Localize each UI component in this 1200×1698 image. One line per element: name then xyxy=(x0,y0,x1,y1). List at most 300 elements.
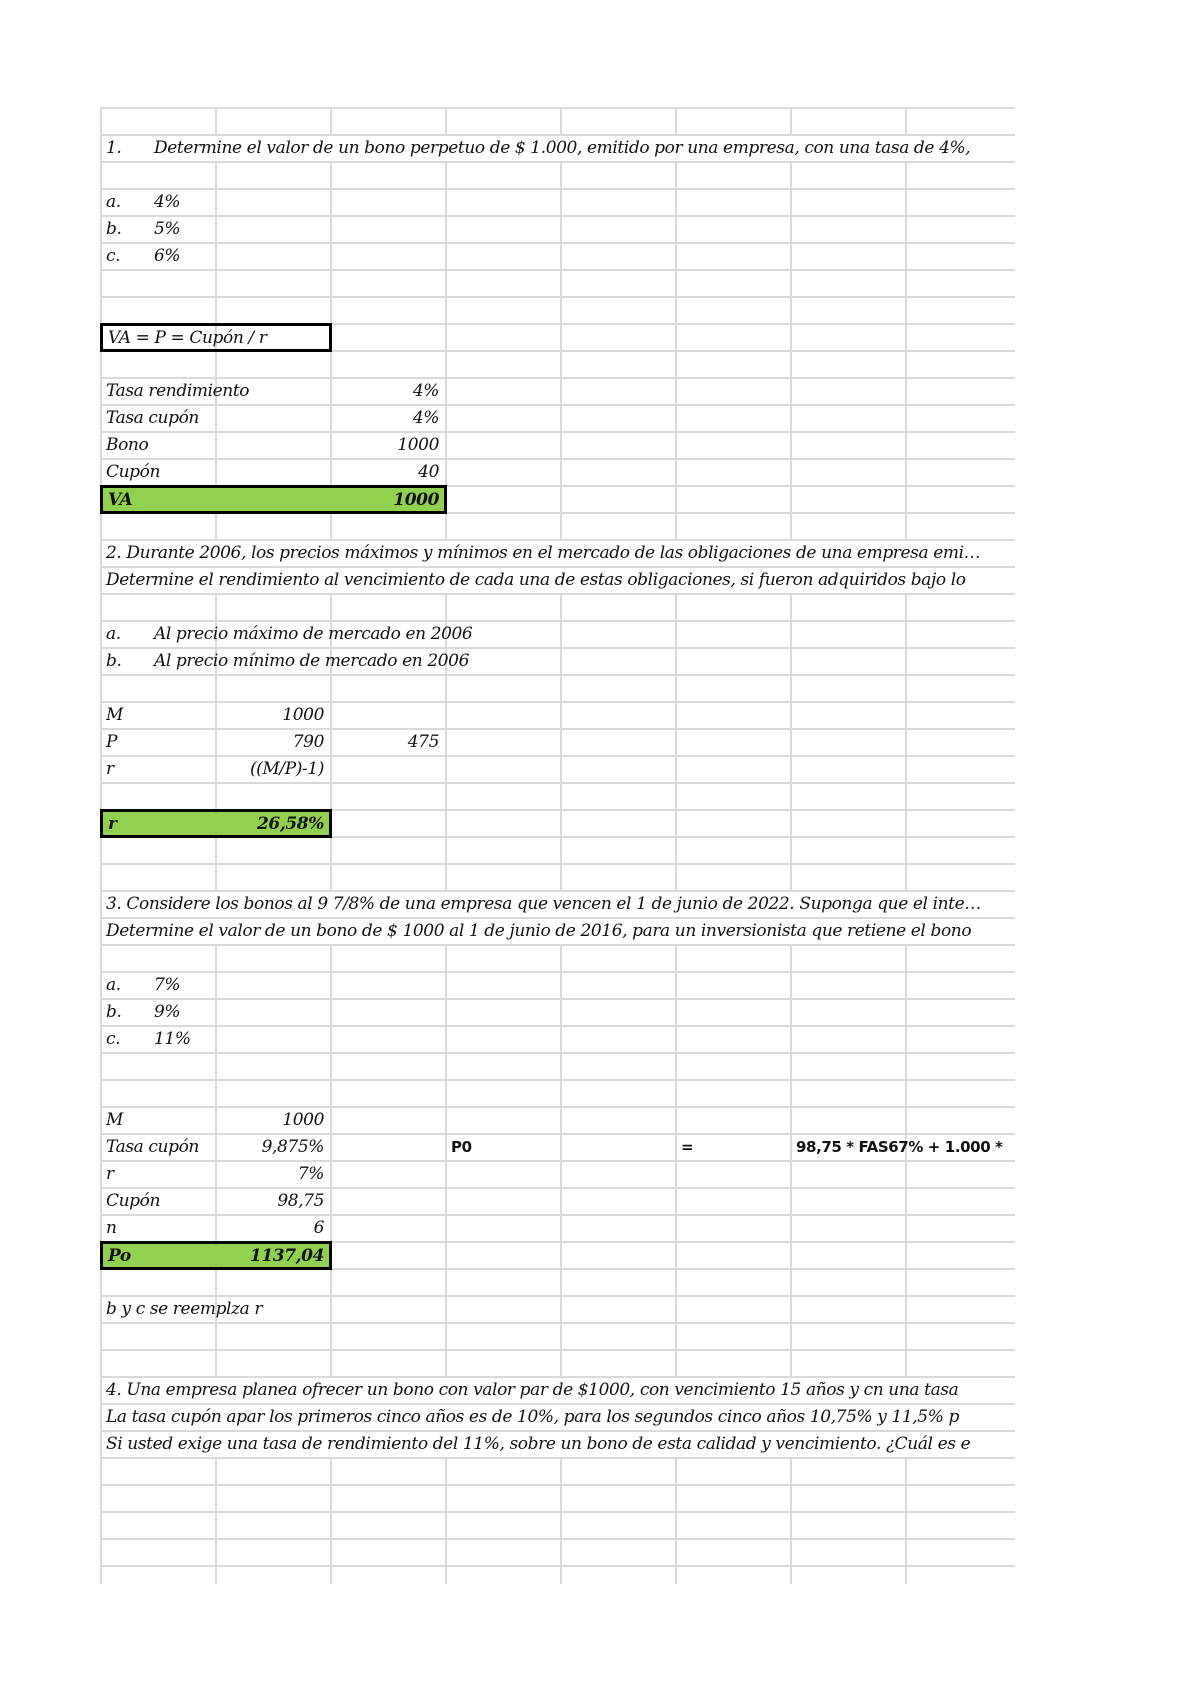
gridline-vertical xyxy=(905,1295,907,1322)
gridline-vertical xyxy=(445,242,447,269)
gridline-vertical xyxy=(905,1025,907,1052)
gridline-vertical xyxy=(905,620,907,647)
gridline-vertical xyxy=(675,782,677,809)
gridline-vertical xyxy=(560,1349,562,1376)
gridline-vertical xyxy=(215,836,217,863)
gridline-vertical xyxy=(905,485,907,512)
gridline-vertical xyxy=(560,1025,562,1052)
gridline-vertical xyxy=(100,512,102,539)
gridline-vertical xyxy=(560,431,562,458)
result-value: 26,58% xyxy=(257,813,324,834)
gridline-vertical xyxy=(330,1349,332,1376)
gridline-vertical xyxy=(445,863,447,890)
gridline-vertical xyxy=(905,350,907,377)
gridline-vertical xyxy=(445,161,447,188)
gridline-vertical xyxy=(790,1241,792,1268)
gridline-vertical xyxy=(445,1241,447,1268)
gridline-vertical xyxy=(790,755,792,782)
gridline-vertical xyxy=(905,755,907,782)
gridline-vertical xyxy=(790,809,792,836)
gridline-horizontal xyxy=(100,1322,1015,1324)
gridline-vertical xyxy=(100,1565,102,1584)
gridline-vertical xyxy=(675,485,677,512)
gridline-vertical xyxy=(445,1214,447,1241)
row-value: 475 xyxy=(407,731,439,752)
row-value: 98,75 xyxy=(277,1190,324,1211)
gridline-vertical xyxy=(445,1565,447,1584)
gridline-vertical xyxy=(445,809,447,836)
result-label: VA xyxy=(108,489,133,510)
problem-3-line-2: Determine el valor de un bono de $ 1000 al 1 de junio de 2016, para un inversionista que retiene el bono xyxy=(106,920,972,941)
gridline-vertical xyxy=(790,1052,792,1079)
gridline-horizontal xyxy=(100,1511,1015,1513)
gridline-vertical xyxy=(445,431,447,458)
gridline-vertical xyxy=(790,485,792,512)
gridline-horizontal xyxy=(100,863,1015,865)
gridline-horizontal xyxy=(100,1484,1015,1486)
gridline-vertical xyxy=(905,1322,907,1349)
option-text: Al precio máximo de mercado en 2006 xyxy=(154,623,473,644)
row-label: Bono xyxy=(106,434,149,455)
gridline-vertical xyxy=(330,269,332,296)
gridline-vertical xyxy=(330,1565,332,1584)
gridline-vertical xyxy=(100,1268,102,1295)
gridline-vertical xyxy=(675,1160,677,1187)
result-label: r xyxy=(108,813,117,834)
gridline-vertical xyxy=(330,998,332,1025)
gridline-vertical xyxy=(560,1457,562,1484)
gridline-vertical xyxy=(330,296,332,323)
gridline-vertical xyxy=(905,1187,907,1214)
gridline-vertical xyxy=(675,863,677,890)
gridline-vertical xyxy=(790,782,792,809)
gridline-vertical xyxy=(445,1187,447,1214)
row-label: Cupón xyxy=(106,461,161,482)
gridline-vertical xyxy=(215,1322,217,1349)
gridline-vertical xyxy=(905,1484,907,1511)
gridline-vertical xyxy=(560,242,562,269)
gridline-vertical xyxy=(675,350,677,377)
gridline-vertical xyxy=(675,431,677,458)
gridline-vertical xyxy=(445,944,447,971)
gridline-vertical xyxy=(790,971,792,998)
gridline-vertical xyxy=(905,431,907,458)
gridline-vertical xyxy=(905,458,907,485)
gridline-vertical xyxy=(330,944,332,971)
gridline-vertical xyxy=(445,674,447,701)
option-letter: c. xyxy=(106,245,121,266)
gridline-vertical xyxy=(445,1025,447,1052)
gridline-vertical xyxy=(215,161,217,188)
gridline-vertical xyxy=(560,1538,562,1565)
gridline-vertical xyxy=(560,377,562,404)
gridline-vertical xyxy=(215,1484,217,1511)
gridline-vertical xyxy=(905,971,907,998)
gridline-vertical xyxy=(100,1511,102,1538)
row-label: r xyxy=(106,1163,114,1184)
problem-4-line-3: Si usted exige una tasa de rendimiento del 11%, sobre un bono de esta calidad y vencimiento. ¿Cuál es e xyxy=(106,1433,971,1454)
gridline-vertical xyxy=(330,107,332,134)
gridline-vertical xyxy=(560,701,562,728)
result-r xyxy=(100,809,332,838)
gridline-vertical xyxy=(330,1133,332,1160)
note-text: b y c se reemplza r xyxy=(106,1298,263,1319)
p0-formula: 98,75 * FAS67% + 1.000 * xyxy=(796,1137,1003,1156)
problem-4-line-2: La tasa cupón apar los primeros cinco años es de 10%, para los segundos cinco años 10,75% y 11,5% p xyxy=(106,1406,959,1427)
gridline-vertical xyxy=(675,296,677,323)
gridline-vertical xyxy=(675,1268,677,1295)
gridline-vertical xyxy=(560,215,562,242)
row-value: 40 xyxy=(418,461,439,482)
gridline-vertical xyxy=(675,998,677,1025)
row-label: Tasa cupón xyxy=(106,407,199,428)
result-value: 1000 xyxy=(393,489,439,510)
gridline-vertical xyxy=(560,836,562,863)
gridline-vertical xyxy=(330,1160,332,1187)
gridline-vertical xyxy=(905,269,907,296)
gridline-vertical xyxy=(445,350,447,377)
gridline-vertical xyxy=(790,647,792,674)
gridline-vertical xyxy=(215,1052,217,1079)
gridline-vertical xyxy=(330,350,332,377)
gridline-vertical xyxy=(560,1484,562,1511)
gridline-vertical xyxy=(330,512,332,539)
gridline-vertical xyxy=(905,809,907,836)
gridline-vertical xyxy=(445,728,447,755)
gridline-vertical xyxy=(790,242,792,269)
gridline-vertical xyxy=(790,593,792,620)
gridline-vertical xyxy=(675,1187,677,1214)
gridline-horizontal xyxy=(100,674,1015,676)
gridline-vertical xyxy=(215,1349,217,1376)
gridline-vertical xyxy=(905,161,907,188)
gridline-vertical xyxy=(790,1214,792,1241)
gridline-vertical xyxy=(330,1268,332,1295)
gridline-vertical xyxy=(445,755,447,782)
gridline-vertical xyxy=(905,593,907,620)
gridline-vertical xyxy=(330,863,332,890)
gridline-vertical xyxy=(675,458,677,485)
gridline-vertical xyxy=(330,836,332,863)
problem-1-title: Determine el valor de un bono perpetuo de $ 1.000, emitido por una empresa, con una tasa de 4%, xyxy=(154,137,971,158)
gridline-vertical xyxy=(560,269,562,296)
gridline-horizontal xyxy=(100,1052,1015,1054)
gridline-vertical xyxy=(330,242,332,269)
row-label: Tasa cupón xyxy=(106,1136,199,1157)
gridline-vertical xyxy=(445,1160,447,1187)
gridline-vertical xyxy=(905,242,907,269)
gridline-vertical xyxy=(330,701,332,728)
gridline-vertical xyxy=(675,323,677,350)
gridline-vertical xyxy=(675,1214,677,1241)
gridline-vertical xyxy=(905,1565,907,1584)
gridline-vertical xyxy=(330,1025,332,1052)
problem-2-line-1: 2. Durante 2006, los precios máximos y mínimos en el mercado de las obligaciones de una empresa emi… xyxy=(106,542,981,563)
gridline-vertical xyxy=(100,350,102,377)
gridline-vertical xyxy=(100,593,102,620)
gridline-vertical xyxy=(330,1187,332,1214)
option-value: 4% xyxy=(154,191,181,212)
gridline-vertical xyxy=(445,701,447,728)
gridline-vertical xyxy=(905,1052,907,1079)
gridline-vertical xyxy=(560,755,562,782)
gridline-vertical xyxy=(445,1052,447,1079)
gridline-vertical xyxy=(100,1538,102,1565)
gridline-vertical xyxy=(215,593,217,620)
row-formula: ((M/P)-1) xyxy=(249,758,324,779)
option-value: 5% xyxy=(154,218,181,239)
gridline-vertical xyxy=(675,971,677,998)
option-value: 6% xyxy=(154,245,181,266)
gridline-vertical xyxy=(445,512,447,539)
option-value: 7% xyxy=(154,974,181,995)
gridline-vertical xyxy=(675,1322,677,1349)
gridline-vertical xyxy=(560,647,562,674)
gridline-vertical xyxy=(675,1241,677,1268)
gridline-vertical xyxy=(100,944,102,971)
gridline-vertical xyxy=(905,728,907,755)
gridline-vertical xyxy=(445,107,447,134)
gridline-vertical xyxy=(790,836,792,863)
gridline-vertical xyxy=(905,512,907,539)
gridline-vertical xyxy=(905,998,907,1025)
gridline-vertical xyxy=(330,1079,332,1106)
gridline-vertical xyxy=(330,1214,332,1241)
gridline-vertical xyxy=(560,161,562,188)
gridline-vertical xyxy=(100,161,102,188)
gridline-vertical xyxy=(445,269,447,296)
gridline-vertical xyxy=(790,323,792,350)
gridline-vertical xyxy=(560,1322,562,1349)
gridline-vertical xyxy=(560,1241,562,1268)
gridline-vertical xyxy=(330,593,332,620)
gridline-vertical xyxy=(905,863,907,890)
gridline-vertical xyxy=(560,998,562,1025)
gridline-vertical xyxy=(560,1106,562,1133)
gridline-vertical xyxy=(905,188,907,215)
gridline-vertical xyxy=(215,1079,217,1106)
gridline-vertical xyxy=(445,1079,447,1106)
option-value: 9% xyxy=(154,1001,181,1022)
gridline-vertical xyxy=(560,971,562,998)
gridline-vertical xyxy=(790,1106,792,1133)
gridline-vertical xyxy=(790,188,792,215)
gridline-vertical xyxy=(445,458,447,485)
gridline-vertical xyxy=(675,809,677,836)
gridline-vertical xyxy=(905,404,907,431)
gridline-vertical xyxy=(100,1322,102,1349)
gridline-horizontal xyxy=(100,107,1015,109)
gridline-vertical xyxy=(215,350,217,377)
spreadsheet-sheet xyxy=(100,107,1015,1584)
gridline-vertical xyxy=(445,404,447,431)
gridline-vertical xyxy=(905,701,907,728)
gridline-vertical xyxy=(100,782,102,809)
gridline-vertical xyxy=(100,1052,102,1079)
gridline-vertical xyxy=(560,674,562,701)
gridline-vertical xyxy=(560,863,562,890)
gridline-vertical xyxy=(905,107,907,134)
gridline-vertical xyxy=(790,1457,792,1484)
result-label: Po xyxy=(108,1245,131,1266)
gridline-vertical xyxy=(790,161,792,188)
gridline-vertical xyxy=(905,1241,907,1268)
gridline-vertical xyxy=(675,1511,677,1538)
gridline-vertical xyxy=(445,998,447,1025)
gridline-vertical xyxy=(905,296,907,323)
gridline-vertical xyxy=(560,593,562,620)
gridline-vertical xyxy=(560,944,562,971)
gridline-vertical xyxy=(560,809,562,836)
gridline-vertical xyxy=(445,1457,447,1484)
gridline-vertical xyxy=(215,269,217,296)
gridline-vertical xyxy=(560,323,562,350)
gridline-vertical xyxy=(445,1268,447,1295)
result-va xyxy=(100,485,447,514)
gridline-horizontal xyxy=(100,593,1015,595)
gridline-vertical xyxy=(560,188,562,215)
row-value: 9,875% xyxy=(261,1136,324,1157)
row-label: Cupón xyxy=(106,1190,161,1211)
row-value: 6 xyxy=(313,1217,324,1238)
gridline-vertical xyxy=(215,1511,217,1538)
gridline-vertical xyxy=(100,1457,102,1484)
gridline-vertical xyxy=(790,269,792,296)
option-letter: b. xyxy=(106,218,122,239)
gridline-vertical xyxy=(215,863,217,890)
gridline-vertical xyxy=(330,1322,332,1349)
gridline-vertical xyxy=(100,1484,102,1511)
gridline-vertical xyxy=(330,1484,332,1511)
gridline-vertical xyxy=(905,1214,907,1241)
gridline-vertical xyxy=(675,755,677,782)
gridline-vertical xyxy=(560,1295,562,1322)
row-value: 1000 xyxy=(282,1109,324,1130)
gridline-vertical xyxy=(790,1079,792,1106)
gridline-vertical xyxy=(905,674,907,701)
option-letter: a. xyxy=(106,623,121,644)
gridline-vertical xyxy=(215,1457,217,1484)
gridline-vertical xyxy=(790,377,792,404)
row-label: P xyxy=(106,731,118,752)
gridline-vertical xyxy=(560,1160,562,1187)
gridline-vertical xyxy=(790,296,792,323)
gridline-vertical xyxy=(445,188,447,215)
gridline-vertical xyxy=(790,1268,792,1295)
gridline-vertical xyxy=(100,296,102,323)
gridline-vertical xyxy=(790,674,792,701)
gridline-vertical xyxy=(100,269,102,296)
gridline-vertical xyxy=(445,323,447,350)
gridline-vertical xyxy=(790,1511,792,1538)
gridline-vertical xyxy=(560,350,562,377)
gridline-vertical xyxy=(790,998,792,1025)
gridline-vertical xyxy=(675,107,677,134)
gridline-vertical xyxy=(215,1565,217,1584)
gridline-vertical xyxy=(905,782,907,809)
row-label: Tasa rendimiento xyxy=(106,380,250,401)
gridline-vertical xyxy=(675,1538,677,1565)
gridline-vertical xyxy=(560,620,562,647)
gridline-vertical xyxy=(100,836,102,863)
gridline-vertical xyxy=(675,647,677,674)
problem-1-number: 1. xyxy=(106,137,122,158)
gridline-vertical xyxy=(215,674,217,701)
gridline-vertical xyxy=(905,377,907,404)
gridline-horizontal xyxy=(100,1079,1015,1081)
gridline-vertical xyxy=(675,269,677,296)
gridline-vertical xyxy=(330,755,332,782)
gridline-vertical xyxy=(445,1538,447,1565)
gridline-vertical xyxy=(675,242,677,269)
gridline-vertical xyxy=(445,1322,447,1349)
gridline-horizontal xyxy=(100,1565,1015,1567)
option-letter: c. xyxy=(106,1028,121,1049)
gridline-vertical xyxy=(905,1160,907,1187)
gridline-vertical xyxy=(330,782,332,809)
gridline-vertical xyxy=(790,1025,792,1052)
problem-4-line-1: 4. Una empresa planea ofrecer un bono con valor par de $1000, con vencimiento 15 años y cn una tasa xyxy=(106,1379,959,1400)
gridline-horizontal xyxy=(100,296,1015,298)
gridline-vertical xyxy=(445,377,447,404)
option-value: 11% xyxy=(154,1028,191,1049)
gridline-vertical xyxy=(560,1214,562,1241)
gridline-vertical xyxy=(675,1025,677,1052)
gridline-vertical xyxy=(905,1538,907,1565)
gridline-vertical xyxy=(905,1457,907,1484)
gridline-horizontal xyxy=(100,1349,1015,1351)
gridline-vertical xyxy=(215,107,217,134)
gridline-vertical xyxy=(330,674,332,701)
gridline-vertical xyxy=(790,431,792,458)
gridline-vertical xyxy=(675,512,677,539)
problem-3-line-1: 3. Considere los bonos al 9 7/8% de una empresa que vencen el 1 de junio de 2022. Suponga que el inte… xyxy=(106,893,981,914)
gridline-vertical xyxy=(675,1106,677,1133)
gridline-vertical xyxy=(675,593,677,620)
gridline-vertical xyxy=(790,512,792,539)
gridline-vertical xyxy=(215,1538,217,1565)
gridline-vertical xyxy=(445,1511,447,1538)
row-value: 1000 xyxy=(397,434,439,455)
gridline-vertical xyxy=(445,1484,447,1511)
gridline-vertical xyxy=(675,1349,677,1376)
gridline-vertical xyxy=(905,1349,907,1376)
row-value: 4% xyxy=(412,407,439,428)
gridline-vertical xyxy=(905,944,907,971)
gridline-horizontal xyxy=(100,782,1015,784)
gridline-vertical xyxy=(790,1349,792,1376)
gridline-vertical xyxy=(560,1133,562,1160)
gridline-horizontal xyxy=(100,1538,1015,1540)
gridline-vertical xyxy=(560,1052,562,1079)
gridline-horizontal xyxy=(100,944,1015,946)
gridline-vertical xyxy=(445,1295,447,1322)
gridline-horizontal xyxy=(100,1457,1015,1459)
gridline-vertical xyxy=(330,1538,332,1565)
gridline-vertical xyxy=(215,782,217,809)
gridline-vertical xyxy=(675,1295,677,1322)
gridline-vertical xyxy=(675,1565,677,1584)
gridline-vertical xyxy=(905,1268,907,1295)
gridline-vertical xyxy=(790,1484,792,1511)
option-text: Al precio mínimo de mercado en 2006 xyxy=(154,650,469,671)
gridline-vertical xyxy=(905,836,907,863)
gridline-vertical xyxy=(100,1349,102,1376)
gridline-vertical xyxy=(100,863,102,890)
gridline-vertical xyxy=(100,107,102,134)
gridline-vertical xyxy=(215,944,217,971)
gridline-vertical xyxy=(675,701,677,728)
